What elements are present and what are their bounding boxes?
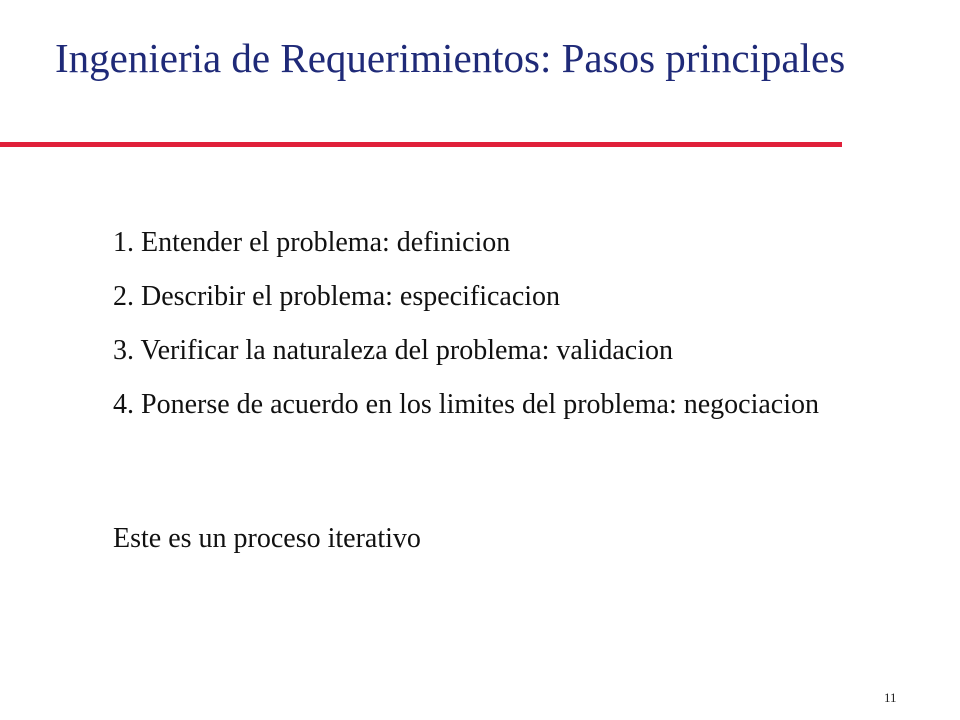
list-item xyxy=(113,282,913,312)
step-text: Describir el problema: especificacion xyxy=(141,281,561,312)
steps-list xyxy=(113,228,913,444)
title-underline xyxy=(0,142,842,147)
step-text: Ponerse de acuerdo en los limites del problema: negociacion xyxy=(141,389,820,420)
slide-title: Ingenieria de Requerimientos: Pasos principales xyxy=(55,35,846,81)
step-text: Entender el problema: definicion xyxy=(141,227,511,258)
list-item xyxy=(113,228,913,258)
step-number: 2. xyxy=(113,281,134,312)
step-text: Verificar la naturaleza del problema: validacion xyxy=(140,335,674,366)
page-number: 11 xyxy=(884,690,897,705)
iteration-note: Este es un proceso iterativo xyxy=(113,523,421,554)
step-number: 1. xyxy=(113,227,134,258)
list-item xyxy=(113,336,913,366)
step-number: 3. xyxy=(113,335,134,366)
step-number: 4. xyxy=(113,389,134,420)
list-item xyxy=(113,390,913,420)
